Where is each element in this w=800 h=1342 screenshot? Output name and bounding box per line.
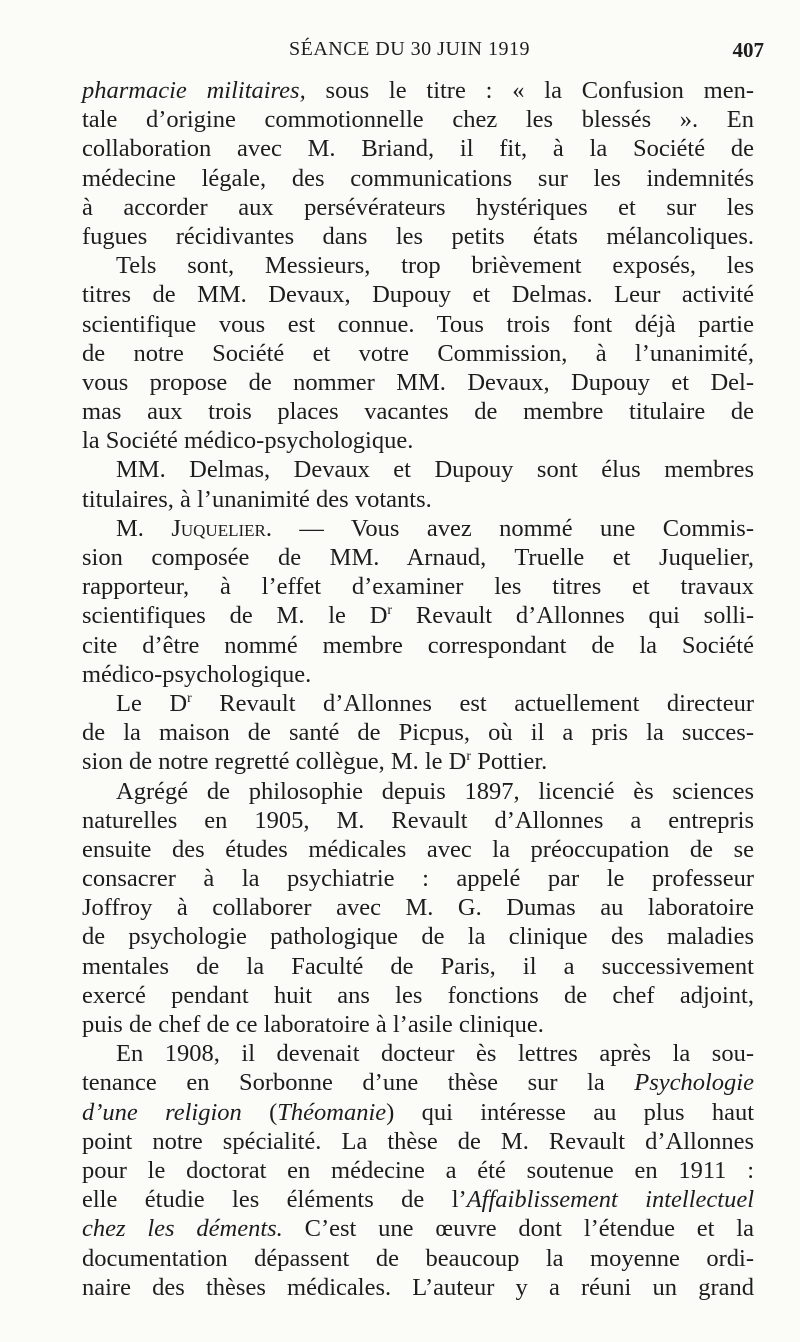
text-line: naire des thèses médicales. L’auteur y a réuni un grand <box>82 1273 754 1301</box>
page-header <box>84 38 764 68</box>
text-line: de la maison de santé de Picpus, où il a pris la succes- <box>82 719 754 747</box>
text-line: MM. Delmas, Devaux et Dupouy sont élus membres <box>116 456 754 484</box>
body-text <box>82 76 754 1302</box>
text-line: consacrer à la psychiatrie : appelé par le professeur <box>82 865 754 893</box>
text-line: puis de chef de ce laboratoire à l’asile clinique. <box>82 1011 544 1038</box>
text-line <box>82 1098 754 1127</box>
text-line: médico-psychologique. <box>82 660 312 688</box>
text-line: point notre spécialité. La thèse de M. Revault d’Allonnes <box>82 1127 754 1155</box>
superscript: r <box>466 749 472 765</box>
text-segment: sous le titre : « la Confusion men- <box>305 77 755 104</box>
text-line: Agrégé de philosophie depuis 1897, licencié ès sciences <box>116 777 754 805</box>
text-line: En 1908, il devenait docteur ès lettres après la sou- <box>116 1040 754 1068</box>
text-line: titres de MM. Devaux, Dupouy et Delmas. Leur activité <box>82 281 754 309</box>
text-line: médecine légale, des communications sur les indemnités <box>82 164 754 192</box>
text-segment: Pottier. <box>471 748 548 776</box>
text-line: vous propose de nommer MM. Devaux, Dupouy et Del- <box>82 368 754 396</box>
text-line: scientifique vous est connue. Tous trois font déjà partie <box>82 310 754 338</box>
text-line <box>82 514 754 543</box>
text-line: mentales de la Faculté de Paris, il a successivement <box>82 952 754 980</box>
text-line: titulaires, à l’unanimité des votants. <box>82 485 432 513</box>
text-line: naturelles en 1905, M. Revault d’Allonnes a entrepris <box>82 806 754 834</box>
text-segment: scientifiques de M. le D <box>82 602 388 630</box>
text-line: de psychologie pathologique de la clinique des maladies <box>82 923 754 951</box>
text-line: rapporteur, à l’effet d’examiner les titres et travaux <box>82 573 754 601</box>
italic-text: Psychologie <box>634 1069 754 1097</box>
text-line: mas aux trois places vacantes de membre titulaire de <box>82 398 754 426</box>
text-segment: elle étudie les éléments de l’ <box>82 1186 467 1214</box>
text-segment: ( <box>241 1098 278 1126</box>
speaker-name: Juquelier. <box>171 514 272 542</box>
text-segment: ) qui intéresse au plus haut <box>386 1098 755 1126</box>
text-line <box>82 601 754 630</box>
text-line <box>82 689 754 718</box>
superscript: r <box>187 690 192 706</box>
text-line: tale d’origine commotionnelle chez les blessés ». En <box>82 106 754 134</box>
text-line <box>82 1068 754 1097</box>
text-line <box>82 1214 754 1243</box>
text-line: exercé pendant huit ans les fonctions de chef adjoint, <box>82 981 754 1009</box>
text-segment: Revault d’Allonnes qui solli- <box>392 602 754 630</box>
italic-text: Théomanie <box>277 1098 387 1126</box>
italic-text: chez les déments. <box>82 1215 283 1243</box>
text-segment: Le D <box>116 689 188 717</box>
text-line: fugues récidivantes dans les petits états mélancoliques. <box>82 222 754 250</box>
text-segment: Revault d’Allonnes est actuellement directeur <box>191 689 754 717</box>
text-line: sion composée de MM. Arnaud, Truelle et Juquelier, <box>82 544 754 571</box>
text-line: documentation dépassent de beaucoup la moyenne ordi- <box>82 1244 754 1272</box>
text-line: à accorder aux persévérateurs hystériques et sur les <box>82 193 754 221</box>
text-line: collaboration avec M. Briand, il fit, à la Société de <box>82 135 754 163</box>
text-line: de notre Société et votre Commission, à l’unanimité, <box>82 339 754 367</box>
text-line <box>82 76 754 105</box>
running-head: SÉANCE DU 30 JUIN 1919 <box>289 38 530 60</box>
text-line <box>82 747 754 776</box>
text-line: la Société médico-psychologique. <box>82 427 414 455</box>
italic-text: pharmacie militaires, <box>82 77 306 104</box>
text-line: Joffroy à collaborer avec M. G. Dumas au laboratoire <box>82 894 754 922</box>
page-number: 407 <box>732 38 764 62</box>
text-segment: sion de notre regretté collègue, M. le D <box>82 748 467 776</box>
text-segment: C’est une œuvre dont l’étendue et la <box>282 1215 754 1243</box>
text-segment: — Vous avez nommé une Commis- <box>271 514 754 542</box>
text-line <box>82 1185 754 1214</box>
text-line: ensuite des études médicales avec la préoccupation de se <box>82 835 754 863</box>
superscript: r <box>387 603 393 619</box>
text-line: Tels sont, Messieurs, trop brièvement exposés, les <box>116 252 754 280</box>
text-line: cite d’être nommé membre correspondant de la Société <box>82 631 754 659</box>
italic-text: d’une religion <box>82 1098 242 1126</box>
text-line: pour le doctorat en médecine a été soutenue en 1911 : <box>82 1156 754 1184</box>
text-segment: tenance en Sorbonne d’une thèse sur la <box>82 1069 635 1097</box>
text-segment: M. <box>116 514 172 542</box>
italic-text: Affaiblissement intellectuel <box>466 1186 755 1214</box>
